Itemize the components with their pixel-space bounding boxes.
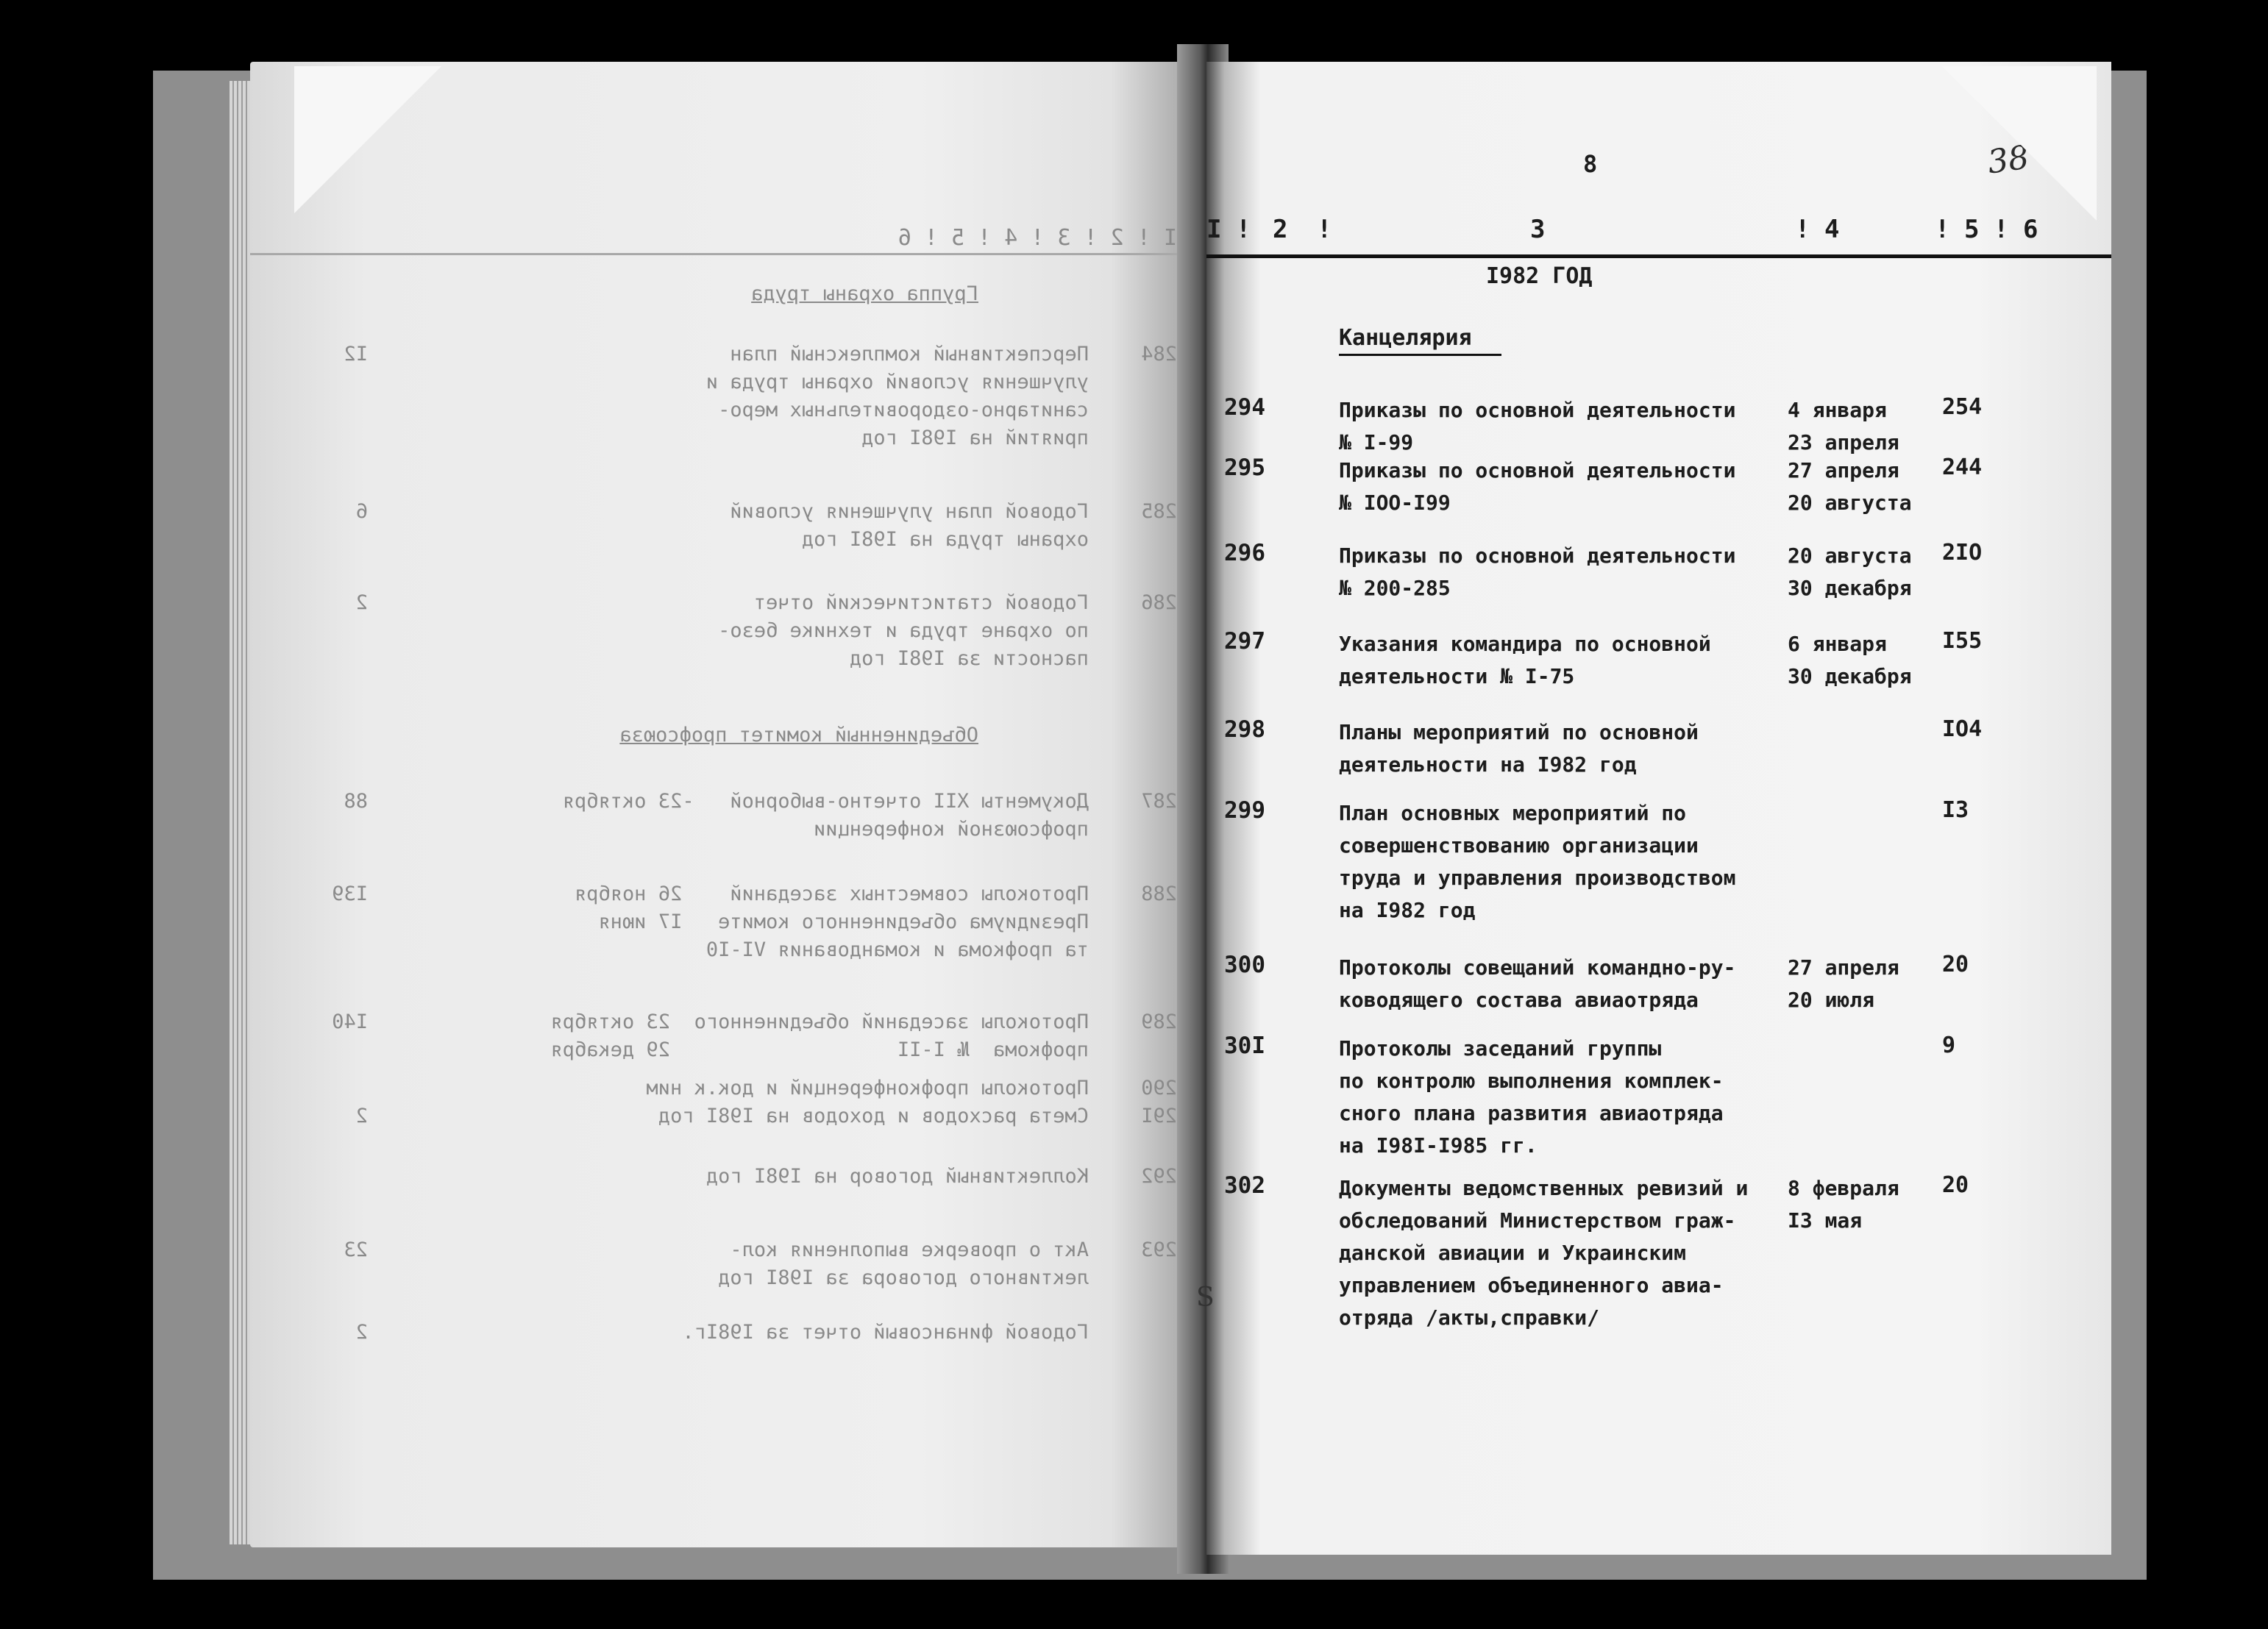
entry-title-line: данской авиации и Украинским	[1339, 1241, 1687, 1265]
entry-title	[1339, 797, 1758, 927]
left-page-row-text: по охране труда и технике безо-	[718, 619, 1089, 642]
archive-sheet-number: 38	[1985, 138, 2032, 182]
entry-date: 20 августа	[1788, 491, 1912, 515]
entry-number: 296	[1224, 540, 1265, 566]
left-page-row-text: Протоколы совместных заседаний 26 ноября	[575, 883, 1089, 905]
left-page-row-number: 287	[1141, 790, 1177, 813]
entry-title-line: деятельности № I-75	[1339, 664, 1575, 688]
left-page-row-text: улучшения условий охраны труда и	[705, 371, 1089, 393]
paper-fold-left	[294, 66, 441, 213]
left-page-row-number: 29I	[1141, 1105, 1177, 1127]
entry-title-line: Планы мероприятий по основной	[1339, 720, 1699, 744]
entry-title-line: № IOO-I99	[1339, 491, 1451, 515]
entry-sheet-count: IO4	[1942, 716, 1983, 742]
column-header-4: 3	[1530, 215, 1546, 244]
entry-sheet-count: 254	[1942, 394, 1983, 420]
paper-fold-right	[1942, 66, 2097, 221]
left-page-row-number: 284	[1141, 343, 1177, 366]
entry-title-line: деятельности на I982 год	[1339, 752, 1637, 777]
entry-title-line: совершенствованию организации	[1339, 833, 1699, 858]
entry-date: 30 декабря	[1788, 664, 1912, 688]
page-number: 8	[1583, 150, 1598, 178]
entry-title-line: на I98I-I985 гг.	[1339, 1133, 1538, 1158]
entry-title	[1339, 716, 1758, 781]
entry-date: I3 мая	[1788, 1208, 1863, 1233]
left-page-bleed-through	[250, 62, 1206, 1547]
column-header-3: !	[1317, 215, 1332, 244]
left-page-row-text: Годовой план улучшения условий	[730, 500, 1089, 523]
column-header-7: !	[1935, 215, 1950, 244]
entry-number: 299	[1224, 797, 1265, 824]
entry-title	[1339, 540, 1758, 605]
entry-title-line: ководящего состава авиаотряда	[1339, 988, 1699, 1012]
left-page-row-text: профсоюзной конференции	[814, 818, 1089, 841]
left-page-row-sheets: I40	[332, 1010, 368, 1033]
entry-dates	[1788, 952, 1935, 1016]
left-page-row-sheets: 23	[344, 1238, 368, 1261]
entry-title	[1339, 394, 1758, 459]
column-header-6: 4	[1824, 215, 1840, 244]
left-page-header-rule	[250, 253, 1206, 255]
entry-sheet-count: I3	[1942, 797, 1969, 823]
left-page-row-text: санитарно-оздоровительных меро-	[718, 399, 1089, 421]
left-page-section-heading: Группа охраны труда	[751, 282, 978, 305]
column-header-0: I	[1206, 215, 1222, 244]
left-page-row-number: 289	[1141, 1010, 1177, 1033]
entry-number: 297	[1224, 628, 1265, 655]
entry-number: 295	[1224, 455, 1265, 481]
left-page-row-text: та профкома и командования VI-I0	[705, 938, 1089, 961]
entry-date: 23 апреля	[1788, 430, 1899, 455]
entry-title-line: Приказы по основной деятельности	[1339, 458, 1736, 482]
entry-date: 30 декабря	[1788, 576, 1912, 600]
entry-sheet-count: I55	[1942, 628, 1983, 654]
entry-title-line: Документы ведомственных ревизий и	[1339, 1176, 1749, 1200]
entry-dates	[1788, 455, 1935, 519]
entry-title	[1339, 455, 1758, 519]
header-rule	[1206, 254, 2111, 258]
left-page-row-number: 288	[1141, 883, 1177, 905]
entry-title-line: Указания командира по основной	[1339, 632, 1711, 656]
entry-sheet-count: 244	[1942, 455, 1983, 480]
column-header-1: !	[1236, 215, 1251, 244]
entry-title-line: сного плана развития авиаотряда	[1339, 1101, 1724, 1125]
entry-title-line: обследований Министерством граж-	[1339, 1208, 1736, 1233]
column-header-9: !	[1994, 215, 2009, 244]
entry-title-line: отряда /акты,справки/	[1339, 1305, 1600, 1330]
entry-title-line: управлением объединенного авиа-	[1339, 1273, 1724, 1297]
entry-date: 8 февраля	[1788, 1176, 1899, 1200]
entry-date: 27 апреля	[1788, 458, 1899, 482]
left-page-row-text: Коллективный договор на I98I год	[705, 1165, 1089, 1188]
left-page-row-text: Документы XII отчетно-выборной -23 октября	[562, 790, 1089, 813]
left-page-row-sheets: 2	[355, 1321, 368, 1344]
entry-date: 6 января	[1788, 632, 1887, 656]
left-page-row-text: пасности за I98I год	[849, 647, 1089, 670]
left-page-row-text: Перспективный комплексный план	[730, 343, 1089, 366]
left-page-row-text: Акт о проверке выполнения кол-	[730, 1238, 1089, 1261]
left-page-row-text: Протоколы профконференций и док.к ним	[646, 1077, 1089, 1099]
entry-title-line: План основных мероприятий по	[1339, 801, 1687, 825]
entry-dates	[1788, 1172, 1935, 1237]
entry-dates	[1788, 394, 1935, 459]
entry-number: 294	[1224, 394, 1265, 421]
entry-title-line: на I982 год	[1339, 898, 1476, 922]
left-page-section-heading: Объединенный комитет профсоюза	[619, 724, 978, 746]
entry-date: 20 августа	[1788, 543, 1912, 568]
entry-title-line: Протоколы совещаний командно-ру-	[1339, 955, 1736, 980]
left-page-row-number: 290	[1141, 1077, 1177, 1099]
left-page-row-text: Президиума объединенного комите I7 июня	[598, 910, 1089, 933]
year-heading: I982 ГОД	[1486, 263, 1593, 289]
left-page-row-sheets: I39	[332, 883, 368, 905]
entry-dates	[1788, 540, 1935, 605]
entry-dates	[1788, 628, 1935, 693]
column-header-2: 2	[1273, 215, 1288, 244]
column-header-5: !	[1795, 215, 1810, 244]
left-page-row-text: приятий на I98I год	[861, 427, 1089, 449]
left-page-row-sheets: 6	[355, 500, 368, 523]
entry-number: 30I	[1224, 1033, 1265, 1059]
entry-number: 298	[1224, 716, 1265, 743]
margin-mark: S	[1196, 1283, 1215, 1313]
left-page	[250, 62, 1206, 1547]
left-page-row-sheets: I2	[344, 343, 368, 366]
left-page-row-number: 293	[1141, 1238, 1177, 1261]
entry-title-line: по контролю выполнения комплек-	[1339, 1069, 1724, 1093]
column-header-10: 6	[2023, 215, 2038, 244]
entry-number: 302	[1224, 1172, 1265, 1199]
left-page-row-text: профкома № I-II 29 декабря	[550, 1038, 1089, 1061]
entry-title	[1339, 1172, 1758, 1334]
entry-title	[1339, 1033, 1758, 1162]
entry-sheet-count: 2IO	[1942, 540, 1983, 566]
left-page-row-number: 292	[1141, 1165, 1177, 1188]
entry-date: 4 января	[1788, 398, 1887, 422]
entry-title	[1339, 952, 1758, 1016]
entry-title-line: № 200-285	[1339, 576, 1451, 600]
left-page-column-headers: I ! 2 ! 3 ! 4 ! 5 ! 6	[897, 225, 1177, 251]
entry-sheet-count: 9	[1942, 1033, 1956, 1058]
entry-number: 300	[1224, 952, 1265, 978]
left-page-row-text: Протоколы заседаний объединенного 23 октября	[550, 1010, 1089, 1033]
entry-title-line: Приказы по основной деятельности	[1339, 398, 1736, 422]
left-page-row-text: охраны труда на I98I год	[801, 528, 1089, 551]
left-page-row-text: Годовой статистический отчет	[753, 591, 1089, 614]
left-page-row-number: 285	[1141, 500, 1177, 523]
left-page-row-text: Смета расходов и доходов на I98I год	[658, 1105, 1089, 1127]
entry-sheet-count: 20	[1942, 952, 1969, 977]
entry-sheet-count: 20	[1942, 1172, 1969, 1198]
entry-title-line: Приказы по основной деятельности	[1339, 543, 1736, 568]
entry-title-line: Протоколы заседаний группы	[1339, 1036, 1662, 1061]
entry-title	[1339, 628, 1758, 693]
entry-title-line: труда и управления производством	[1339, 866, 1736, 890]
left-page-row-sheets: 2	[355, 1105, 368, 1127]
left-page-row-number: 286	[1141, 591, 1177, 614]
right-page	[1196, 62, 2111, 1555]
entry-date: 27 апреля	[1788, 955, 1899, 980]
column-header-8: 5	[1964, 215, 1980, 244]
left-page-row-sheets: 88	[344, 790, 368, 813]
entry-date: 20 июля	[1788, 988, 1875, 1012]
section-heading: Канцелярия	[1339, 325, 1501, 356]
left-page-row-sheets: 2	[355, 591, 368, 614]
entry-title-line: № I-99	[1339, 430, 1414, 455]
left-page-row-text: Годовой финансовый отчет за I98Iг.	[682, 1321, 1089, 1344]
left-page-row-text: лективного договора за I98I год	[718, 1266, 1089, 1289]
